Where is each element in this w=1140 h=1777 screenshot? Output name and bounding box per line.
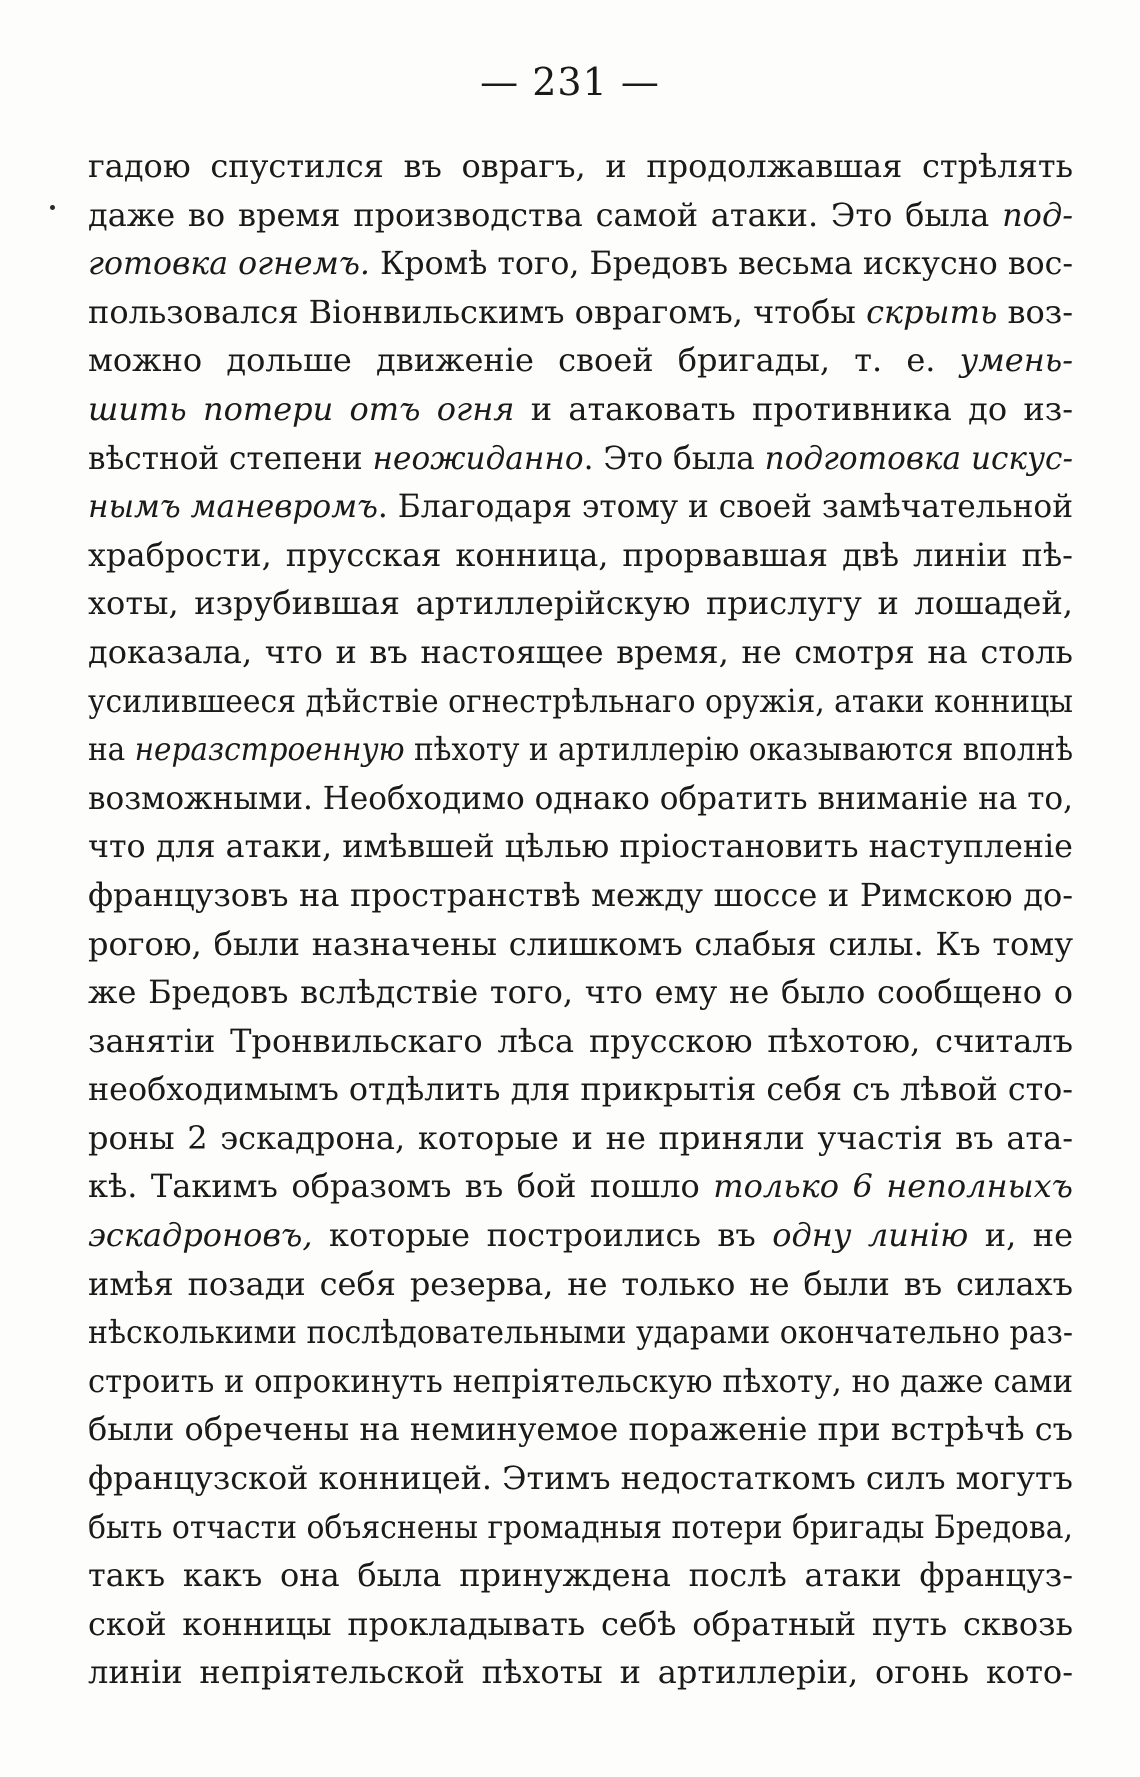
body-text (88, 142, 1073, 1697)
margin-mark (50, 205, 55, 210)
text-line (88, 482, 1073, 531)
text-line (88, 385, 1073, 434)
text-span: . Это была (583, 438, 765, 477)
text-line (88, 336, 1073, 385)
text-line (88, 579, 1073, 628)
text-span: пользовался Віонвильскимъ оврагомъ, чтобы (88, 292, 867, 331)
text-span: были обречены на неминуемое пораженіе при встрѣчѣ съ (88, 1410, 1073, 1449)
text-span: необходимымъ отдѣлить для прикрытія себя съ лѣвой сто- (88, 1070, 1073, 1109)
text-line (88, 239, 1073, 288)
italic-span: под- (1002, 195, 1073, 234)
text-line (88, 1551, 1073, 1600)
text-span: даже во время производства самой атаки. Это была (88, 195, 1003, 234)
text-span: на (88, 730, 135, 769)
text-line (88, 191, 1073, 240)
text-span: такъ какъ она была принуждена послѣ атаки француз- (88, 1556, 1073, 1595)
text-line (88, 871, 1073, 920)
text-line (88, 920, 1073, 969)
text-span: и атаковать противника до из- (514, 389, 1073, 428)
text-span: строить и опрокинуть непріятельскую пѣхоту, но даже сами (88, 1361, 1073, 1400)
italic-span: неразстроенную (134, 730, 405, 769)
text-line (88, 531, 1073, 580)
text-span: роны 2 эскадрона, которые и не приняли участія въ ата- (88, 1118, 1073, 1157)
page-number: — 231 — (480, 60, 660, 104)
text-span: французской конницей. Этимъ недостаткомъ силъ могутъ (88, 1459, 1073, 1498)
italic-span: эскадроновъ, (88, 1216, 313, 1255)
text-line (88, 1405, 1073, 1454)
text-line (88, 628, 1073, 677)
text-line (88, 822, 1073, 871)
text-span: нѣсколькими послѣдовательными ударами окончательно раз- (88, 1313, 1073, 1352)
text-span: возможными. Необходимо однако обратить вниманіе на то, (88, 778, 1073, 817)
italic-span: подготовка искус- (764, 438, 1073, 477)
text-span: и, не (968, 1216, 1073, 1255)
text-line (88, 725, 1073, 774)
text-span: хоты, изрубившая артиллерійскую прислугу и лошадей, (88, 584, 1073, 623)
text-line (88, 774, 1073, 823)
italic-span: только 6 неполныхъ (713, 1167, 1073, 1206)
italic-span: неожиданно (372, 438, 584, 477)
text-span: же Бредовъ вслѣдствіе того, что ему не было сообщено о (88, 973, 1073, 1012)
text-span: кѣ. Такимъ образомъ въ бой пошло (88, 1167, 714, 1206)
text-span: пѣхоту и артиллерію оказываются вполнѣ (404, 730, 1073, 769)
italic-span: умень- (959, 341, 1073, 380)
text-line (88, 1454, 1073, 1503)
text-line (88, 1017, 1073, 1066)
text-line (88, 1503, 1073, 1552)
text-span: можно дольше движеніе своей бригады, т. е. (88, 341, 960, 380)
italic-span: одну линію (772, 1216, 969, 1255)
text-line (88, 1114, 1073, 1163)
text-span: храбрости, прусская конница, прорвавшая двѣ линіи пѣ- (88, 535, 1073, 574)
text-line (88, 1357, 1073, 1406)
text-span: Кромѣ того, Бредовъ весьма искусно вос- (369, 244, 1073, 283)
text-span: имѣя позади себя резерва, не только не были въ силахъ (88, 1264, 1073, 1303)
text-line (88, 142, 1073, 191)
text-line (88, 1162, 1073, 1211)
text-span: французовъ на пространствѣ между шоссе и Римскою до- (88, 875, 1073, 914)
text-line (88, 1648, 1073, 1697)
text-span: . Благодаря этому и своей замѣчательной (377, 487, 1073, 526)
italic-span: готовка огнемъ. (88, 244, 370, 283)
text-span: что для атаки, имѣвшей цѣлью пріостановить наступленіе (88, 827, 1073, 866)
text-span: воз- (997, 292, 1073, 331)
text-span: усилившееся дѣйствіе огнестрѣльнаго оружія, атаки конницы (88, 681, 1073, 720)
text-span: гадою спустился въ оврагъ, и продолжавшая стрѣлять (88, 147, 1073, 185)
italic-span: нымъ маневромъ (88, 487, 378, 526)
italic-span: скрыть (866, 292, 998, 331)
text-line (88, 1600, 1073, 1649)
text-span: быть отчасти объяснены громадныя потери бригады Бредова, (88, 1507, 1073, 1546)
text-line (88, 288, 1073, 337)
text-span: доказала, что и въ настоящее время, не смотря на столь (88, 632, 1073, 671)
text-span: линіи непріятельской пѣхоты и артиллеріи, огонь кото- (88, 1653, 1073, 1692)
text-line (88, 1308, 1073, 1357)
text-line (88, 1211, 1073, 1260)
italic-span: шить потери отъ огня (88, 389, 515, 428)
text-span: ской конницы прокладывать себѣ обратный путь сквозь (88, 1604, 1073, 1643)
text-line (88, 677, 1073, 726)
text-line (88, 434, 1073, 483)
text-line (88, 1260, 1073, 1309)
text-span: которые построились въ (312, 1216, 773, 1255)
text-span: занятіи Тронвильскаго лѣса прусскою пѣхотою, считалъ (88, 1021, 1073, 1060)
text-span: вѣстной степени (88, 438, 373, 477)
text-line (88, 1065, 1073, 1114)
text-span: рогою, были назначены слишкомъ слабыя силы. Къ тому (88, 924, 1073, 963)
text-line (88, 968, 1073, 1017)
